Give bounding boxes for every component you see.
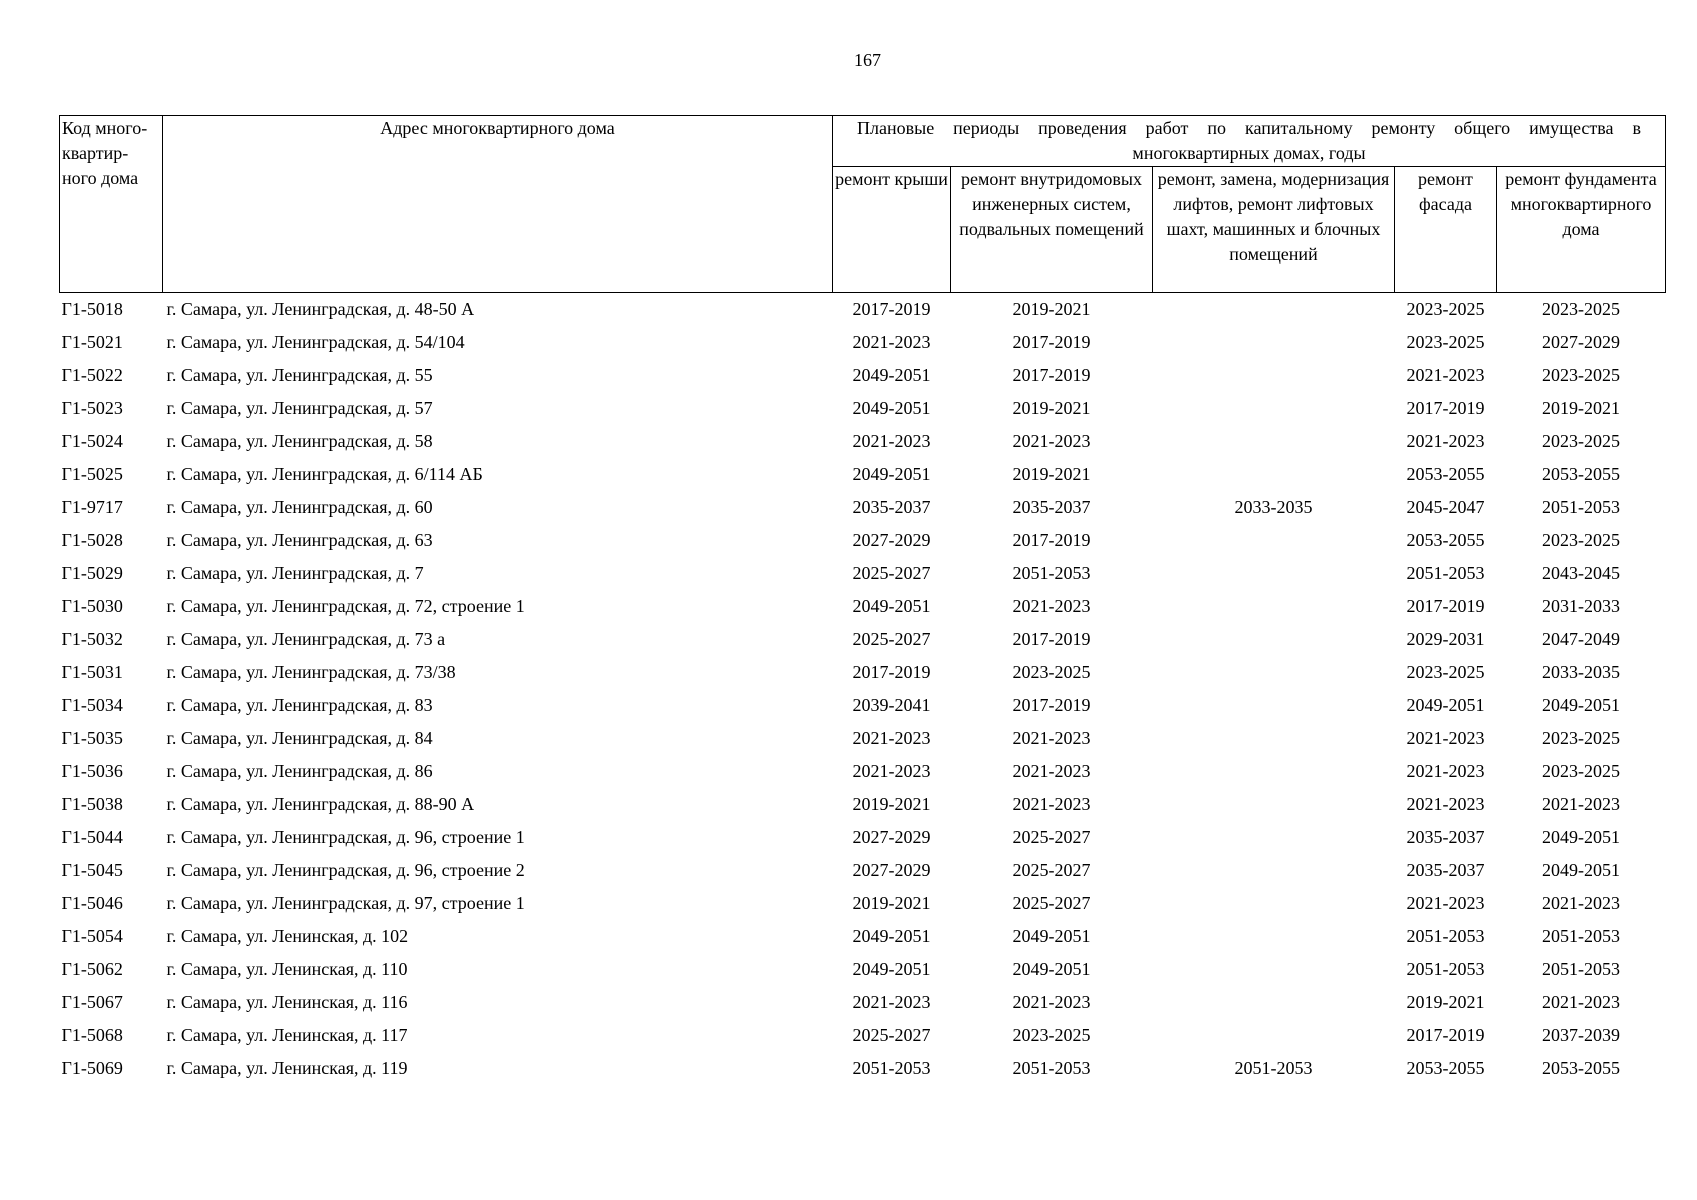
cell-engineering: 2019-2021 bbox=[1012, 398, 1091, 418]
cell-roof: 2025-2027 bbox=[852, 563, 931, 583]
table-row bbox=[60, 392, 1666, 425]
cell-engineering: 2049-2051 bbox=[1012, 926, 1091, 946]
cell-code: Г1-5032 bbox=[61, 629, 123, 649]
cell-engineering: 2021-2023 bbox=[1012, 992, 1091, 1012]
cell-foundation: 2021-2023 bbox=[1542, 992, 1621, 1012]
cell-code: Г1-5034 bbox=[61, 695, 123, 715]
cell-code: Г1-9717 bbox=[61, 497, 123, 517]
table-row bbox=[60, 722, 1666, 755]
cell-foundation: 2019-2021 bbox=[1542, 398, 1621, 418]
header-code: Код много-квартир-ного дома bbox=[60, 116, 163, 293]
cell-engineering: 2017-2019 bbox=[1012, 695, 1091, 715]
table-row bbox=[60, 293, 1666, 327]
cell-roof: 2025-2027 bbox=[852, 629, 931, 649]
cell-address: г. Самара, ул. Ленинская, д. 102 bbox=[166, 926, 409, 946]
cell-address: г. Самара, ул. Ленинградская, д. 58 bbox=[166, 431, 433, 451]
cell-code: Г1-5068 bbox=[61, 1025, 123, 1045]
cell-address: г. Самара, ул. Ленинградская, д. 96, строение 1 bbox=[166, 827, 525, 847]
cell-lifts bbox=[1153, 623, 1395, 656]
header-foundation: ремонт фундамента многоквартирного дома bbox=[1497, 167, 1666, 293]
cell-address: г. Самара, ул. Ленинградская, д. 73/38 bbox=[166, 662, 456, 682]
cell-lifts bbox=[1153, 590, 1395, 623]
cell-foundation: 2021-2023 bbox=[1542, 794, 1621, 814]
cell-code: Г1-5038 bbox=[61, 794, 123, 814]
cell-roof: 2035-2037 bbox=[852, 497, 931, 517]
table-row bbox=[60, 821, 1666, 854]
cell-code: Г1-5021 bbox=[61, 332, 123, 352]
cell-lifts bbox=[1153, 1019, 1395, 1052]
cell-roof: 2025-2027 bbox=[852, 1025, 931, 1045]
cell-roof: 2039-2041 bbox=[852, 695, 931, 715]
cell-address: г. Самара, ул. Ленинская, д. 117 bbox=[166, 1025, 408, 1045]
cell-engineering: 2021-2023 bbox=[1012, 596, 1091, 616]
cell-code: Г1-5054 bbox=[61, 926, 123, 946]
cell-engineering: 2023-2025 bbox=[1012, 662, 1091, 682]
cell-facade: 2023-2025 bbox=[1406, 662, 1485, 682]
cell-foundation: 2027-2029 bbox=[1542, 332, 1621, 352]
cell-code: Г1-5062 bbox=[61, 959, 123, 979]
cell-address: г. Самара, ул. Ленинградская, д. 73 а bbox=[166, 629, 446, 649]
cell-facade: 2019-2021 bbox=[1406, 992, 1485, 1012]
cell-roof: 2049-2051 bbox=[852, 365, 931, 385]
cell-roof: 2017-2019 bbox=[852, 299, 931, 319]
table-row bbox=[60, 623, 1666, 656]
cell-foundation: 2053-2055 bbox=[1542, 464, 1621, 484]
cell-roof: 2021-2023 bbox=[852, 992, 931, 1012]
cell-lifts bbox=[1153, 392, 1395, 425]
cell-engineering: 2049-2051 bbox=[1012, 959, 1091, 979]
cell-foundation: 2051-2053 bbox=[1542, 959, 1621, 979]
cell-address: г. Самара, ул. Ленинградская, д. 63 bbox=[166, 530, 433, 550]
cell-engineering: 2025-2027 bbox=[1012, 860, 1091, 880]
cell-lifts bbox=[1153, 524, 1395, 557]
cell-lifts bbox=[1153, 887, 1395, 920]
cell-roof: 2021-2023 bbox=[852, 332, 931, 352]
cell-facade: 2023-2025 bbox=[1406, 299, 1485, 319]
capital-repair-plan-table bbox=[59, 115, 1666, 1085]
cell-lifts bbox=[1153, 821, 1395, 854]
cell-lifts bbox=[1153, 986, 1395, 1019]
cell-lifts bbox=[1153, 326, 1395, 359]
cell-lifts bbox=[1153, 359, 1395, 392]
cell-roof: 2021-2023 bbox=[852, 431, 931, 451]
cell-roof: 2021-2023 bbox=[852, 728, 931, 748]
cell-foundation: 2053-2055 bbox=[1542, 1058, 1621, 1078]
cell-engineering: 2025-2027 bbox=[1012, 827, 1091, 847]
cell-address: г. Самара, ул. Ленинградская, д. 57 bbox=[166, 398, 433, 418]
cell-facade: 2017-2019 bbox=[1406, 596, 1485, 616]
cell-engineering: 2021-2023 bbox=[1012, 431, 1091, 451]
cell-engineering: 2021-2023 bbox=[1012, 761, 1091, 781]
cell-lifts bbox=[1153, 557, 1395, 590]
cell-engineering: 2017-2019 bbox=[1012, 332, 1091, 352]
cell-foundation: 2047-2049 bbox=[1542, 629, 1621, 649]
cell-engineering: 2021-2023 bbox=[1012, 728, 1091, 748]
cell-engineering: 2051-2053 bbox=[1012, 563, 1091, 583]
cell-address: г. Самара, ул. Ленинградская, д. 6/114 АБ bbox=[166, 464, 483, 484]
cell-facade: 2021-2023 bbox=[1406, 431, 1485, 451]
cell-lifts bbox=[1153, 788, 1395, 821]
cell-address: г. Самара, ул. Ленинградская, д. 55 bbox=[166, 365, 433, 385]
cell-address: г. Самара, ул. Ленинградская, д. 7 bbox=[166, 563, 424, 583]
table-row bbox=[60, 755, 1666, 788]
cell-engineering: 2017-2019 bbox=[1012, 629, 1091, 649]
table-header bbox=[60, 116, 1666, 293]
table-row bbox=[60, 1052, 1666, 1085]
cell-roof: 2027-2029 bbox=[852, 530, 931, 550]
cell-engineering: 2025-2027 bbox=[1012, 893, 1091, 913]
header-lifts: ремонт, замена, модернизация лифтов, ремонт лифтовых шахт, машинных и блочных помещений bbox=[1153, 167, 1395, 293]
cell-engineering: 2021-2023 bbox=[1012, 794, 1091, 814]
cell-foundation: 2023-2025 bbox=[1542, 728, 1621, 748]
cell-address: г. Самара, ул. Ленинградская, д. 86 bbox=[166, 761, 433, 781]
cell-code: Г1-5031 bbox=[61, 662, 123, 682]
cell-roof: 2049-2051 bbox=[852, 596, 931, 616]
table-row bbox=[60, 920, 1666, 953]
cell-address: г. Самара, ул. Ленинская, д. 119 bbox=[166, 1058, 408, 1078]
cell-address: г. Самара, ул. Ленинская, д. 116 bbox=[166, 992, 408, 1012]
cell-foundation: 2049-2051 bbox=[1542, 860, 1621, 880]
cell-facade: 2035-2037 bbox=[1406, 860, 1485, 880]
cell-facade: 2035-2037 bbox=[1406, 827, 1485, 847]
cell-lifts bbox=[1153, 293, 1395, 327]
cell-address: г. Самара, ул. Ленинская, д. 110 bbox=[166, 959, 408, 979]
cell-foundation: 2021-2023 bbox=[1542, 893, 1621, 913]
cell-facade: 2051-2053 bbox=[1406, 563, 1485, 583]
cell-foundation: 2023-2025 bbox=[1542, 299, 1621, 319]
table-row bbox=[60, 656, 1666, 689]
cell-roof: 2027-2029 bbox=[852, 827, 931, 847]
cell-foundation: 2051-2053 bbox=[1542, 926, 1621, 946]
cell-address: г. Самара, ул. Ленинградская, д. 88-90 А bbox=[166, 794, 475, 814]
cell-facade: 2017-2019 bbox=[1406, 398, 1485, 418]
table-row bbox=[60, 326, 1666, 359]
header-facade: ремонт фасада bbox=[1395, 167, 1497, 293]
cell-facade: 2021-2023 bbox=[1406, 893, 1485, 913]
cell-engineering: 2017-2019 bbox=[1012, 530, 1091, 550]
cell-lifts bbox=[1153, 656, 1395, 689]
header-periods: Плановые периоды проведения работ по капитальному ремонту общего имущества в многоквартирных домах, годы bbox=[833, 116, 1666, 167]
cell-foundation: 2049-2051 bbox=[1542, 827, 1621, 847]
cell-address: г. Самара, ул. Ленинградская, д. 72, строение 1 bbox=[166, 596, 525, 616]
table-row bbox=[60, 359, 1666, 392]
cell-foundation: 2051-2053 bbox=[1542, 497, 1621, 517]
table-row bbox=[60, 491, 1666, 524]
cell-foundation: 2023-2025 bbox=[1542, 530, 1621, 550]
table-row bbox=[60, 458, 1666, 491]
cell-facade: 2051-2053 bbox=[1406, 959, 1485, 979]
header-address: Адрес многоквартирного дома bbox=[163, 116, 833, 293]
cell-code: Г1-5036 bbox=[61, 761, 123, 781]
cell-code: Г1-5069 bbox=[61, 1058, 123, 1078]
cell-lifts bbox=[1153, 425, 1395, 458]
table-row bbox=[60, 689, 1666, 722]
table-row bbox=[60, 986, 1666, 1019]
cell-engineering: 2035-2037 bbox=[1012, 497, 1091, 517]
cell-code: Г1-5046 bbox=[61, 893, 123, 913]
header-engineering: ремонт внутридомовых инженерных систем, подвальных помещений bbox=[951, 167, 1153, 293]
table-row bbox=[60, 1019, 1666, 1052]
cell-code: Г1-5035 bbox=[61, 728, 123, 748]
cell-code: Г1-5044 bbox=[61, 827, 123, 847]
table-row bbox=[60, 887, 1666, 920]
cell-foundation: 2033-2035 bbox=[1542, 662, 1621, 682]
cell-address: г. Самара, ул. Ленинградская, д. 48-50 А bbox=[166, 299, 475, 319]
cell-facade: 2023-2025 bbox=[1406, 332, 1485, 352]
cell-address: г. Самара, ул. Ленинградская, д. 54/104 bbox=[166, 332, 465, 352]
cell-engineering: 2023-2025 bbox=[1012, 1025, 1091, 1045]
cell-roof: 2049-2051 bbox=[852, 959, 931, 979]
cell-code: Г1-5028 bbox=[61, 530, 123, 550]
cell-foundation: 2023-2025 bbox=[1542, 431, 1621, 451]
cell-roof: 2049-2051 bbox=[852, 926, 931, 946]
cell-code: Г1-5030 bbox=[61, 596, 123, 616]
cell-lifts bbox=[1153, 689, 1395, 722]
cell-roof: 2051-2053 bbox=[852, 1058, 931, 1078]
table-row bbox=[60, 854, 1666, 887]
cell-code: Г1-5045 bbox=[61, 860, 123, 880]
cell-foundation: 2049-2051 bbox=[1542, 695, 1621, 715]
cell-engineering: 2019-2021 bbox=[1012, 299, 1091, 319]
cell-foundation: 2031-2033 bbox=[1542, 596, 1621, 616]
cell-roof: 2027-2029 bbox=[852, 860, 931, 880]
cell-code: Г1-5018 bbox=[61, 299, 123, 319]
cell-facade: 2021-2023 bbox=[1406, 794, 1485, 814]
page-number: 167 bbox=[854, 50, 881, 70]
cell-facade: 2029-2031 bbox=[1406, 629, 1485, 649]
table-row bbox=[60, 524, 1666, 557]
cell-roof: 2049-2051 bbox=[852, 398, 931, 418]
cell-foundation: 2043-2045 bbox=[1542, 563, 1621, 583]
cell-facade: 2049-2051 bbox=[1406, 695, 1485, 715]
cell-code: Г1-5067 bbox=[61, 992, 123, 1012]
cell-engineering: 2051-2053 bbox=[1012, 1058, 1091, 1078]
table-row bbox=[60, 590, 1666, 623]
cell-engineering: 2019-2021 bbox=[1012, 464, 1091, 484]
cell-lifts bbox=[1153, 722, 1395, 755]
cell-code: Г1-5024 bbox=[61, 431, 123, 451]
cell-lifts bbox=[1153, 953, 1395, 986]
cell-lifts bbox=[1153, 458, 1395, 491]
table-body bbox=[60, 293, 1666, 1086]
cell-facade: 2021-2023 bbox=[1406, 365, 1485, 385]
cell-facade: 2045-2047 bbox=[1406, 497, 1485, 517]
cell-facade: 2051-2053 bbox=[1406, 926, 1485, 946]
table-row bbox=[60, 557, 1666, 590]
cell-address: г. Самара, ул. Ленинградская, д. 83 bbox=[166, 695, 433, 715]
cell-foundation: 2023-2025 bbox=[1542, 365, 1621, 385]
cell-facade: 2021-2023 bbox=[1406, 728, 1485, 748]
cell-code: Г1-5029 bbox=[61, 563, 123, 583]
cell-facade: 2021-2023 bbox=[1406, 761, 1485, 781]
table-row bbox=[60, 425, 1666, 458]
header-roof: ремонт крыши bbox=[833, 167, 951, 293]
cell-foundation: 2037-2039 bbox=[1542, 1025, 1621, 1045]
cell-roof: 2049-2051 bbox=[852, 464, 931, 484]
cell-facade: 2053-2055 bbox=[1406, 1058, 1485, 1078]
cell-engineering: 2017-2019 bbox=[1012, 365, 1091, 385]
cell-lifts bbox=[1153, 755, 1395, 788]
cell-facade: 2017-2019 bbox=[1406, 1025, 1485, 1045]
cell-roof: 2021-2023 bbox=[852, 761, 931, 781]
cell-roof: 2019-2021 bbox=[852, 794, 931, 814]
cell-code: Г1-5023 bbox=[61, 398, 123, 418]
cell-lifts bbox=[1153, 854, 1395, 887]
cell-facade: 2053-2055 bbox=[1406, 464, 1485, 484]
table-row bbox=[60, 788, 1666, 821]
cell-code: Г1-5025 bbox=[61, 464, 123, 484]
cell-code: Г1-5022 bbox=[61, 365, 123, 385]
cell-lifts bbox=[1153, 920, 1395, 953]
cell-roof: 2019-2021 bbox=[852, 893, 931, 913]
cell-roof: 2017-2019 bbox=[852, 662, 931, 682]
cell-address: г. Самара, ул. Ленинградская, д. 97, строение 1 bbox=[166, 893, 525, 913]
table-row bbox=[60, 953, 1666, 986]
cell-address: г. Самара, ул. Ленинградская, д. 84 bbox=[166, 728, 433, 748]
cell-foundation: 2023-2025 bbox=[1542, 761, 1621, 781]
cell-address: г. Самара, ул. Ленинградская, д. 96, строение 2 bbox=[166, 860, 525, 880]
cell-lifts: 2033-2035 bbox=[1234, 497, 1313, 517]
cell-facade: 2053-2055 bbox=[1406, 530, 1485, 550]
cell-address: г. Самара, ул. Ленинградская, д. 60 bbox=[166, 497, 433, 517]
cell-lifts: 2051-2053 bbox=[1234, 1058, 1313, 1078]
